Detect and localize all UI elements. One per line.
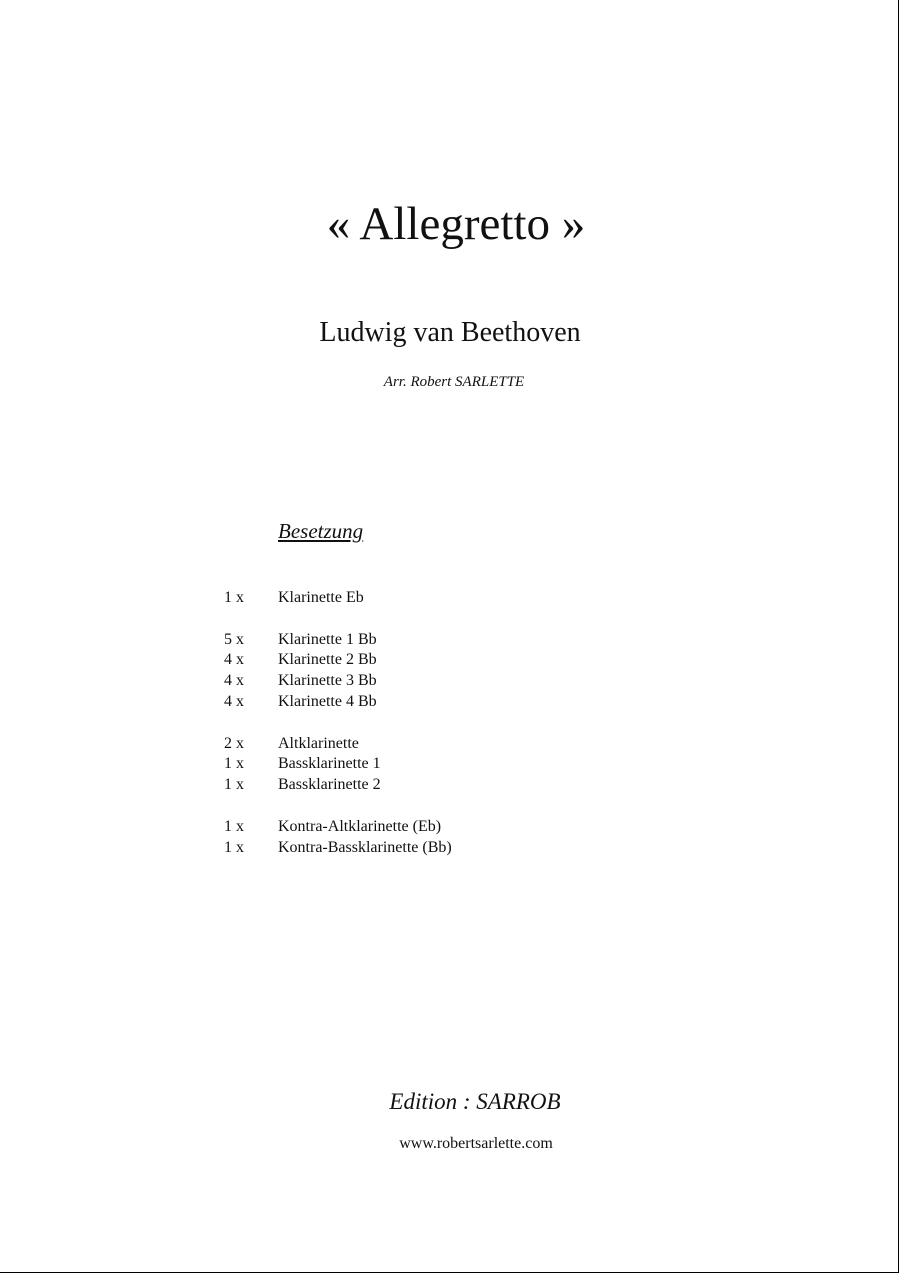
instrument-row [224,630,624,651]
instrument-name: Klarinette 4 Bb [278,692,377,710]
instrument-name: Bassklarinette 2 [278,776,381,794]
instrument-name: Klarinette 1 Bb [278,630,377,648]
instrumentation-heading: Besetzung [278,519,364,543]
publisher-edition: Edition : SARROB [389,1089,561,1114]
instrument-quantity: 1 x [224,817,244,835]
composer-name: Ludwig van Beethoven [319,317,581,348]
instrument-row [224,754,624,775]
instrument-quantity: 5 x [224,630,244,648]
instrument-name: Klarinette 2 Bb [278,651,377,669]
arranger-credit: Arr. Robert SARLETTE [383,374,525,390]
instrument-row [224,692,624,713]
instrument-group [224,588,624,609]
instrument-quantity: 4 x [224,672,244,690]
instrument-name: Bassklarinette 1 [278,755,381,773]
instrument-name: Altklarinette [278,734,359,752]
instrument-name: Kontra-Bassklarinette (Bb) [278,838,452,856]
publisher-website: www.robertsarlette.com [399,1135,553,1152]
instrument-quantity: 1 x [224,776,244,794]
instrument-row [224,734,624,755]
instrument-row [224,838,624,859]
instrument-quantity: 1 x [224,755,244,773]
instrument-row [224,817,624,838]
instrument-row [224,671,624,692]
instrument-quantity: 4 x [224,692,244,710]
instrument-quantity: 4 x [224,651,244,669]
instrument-name: Klarinette Eb [278,589,364,606]
instrument-group [224,630,624,713]
instrument-name: Kontra-Altklarinette (Eb) [278,817,442,835]
instrument-row [224,775,624,796]
instrument-quantity: 2 x [224,734,244,752]
instrument-quantity: 1 x [224,838,244,856]
instrument-row [224,650,624,671]
score-title: « Allegretto » [326,198,586,250]
instrument-group [224,734,624,796]
instrument-name: Klarinette 3 Bb [278,672,377,690]
instrument-list [224,588,624,858]
instrument-quantity: 1 x [224,589,244,606]
instrument-row [224,588,624,609]
instrument-group [224,817,624,859]
